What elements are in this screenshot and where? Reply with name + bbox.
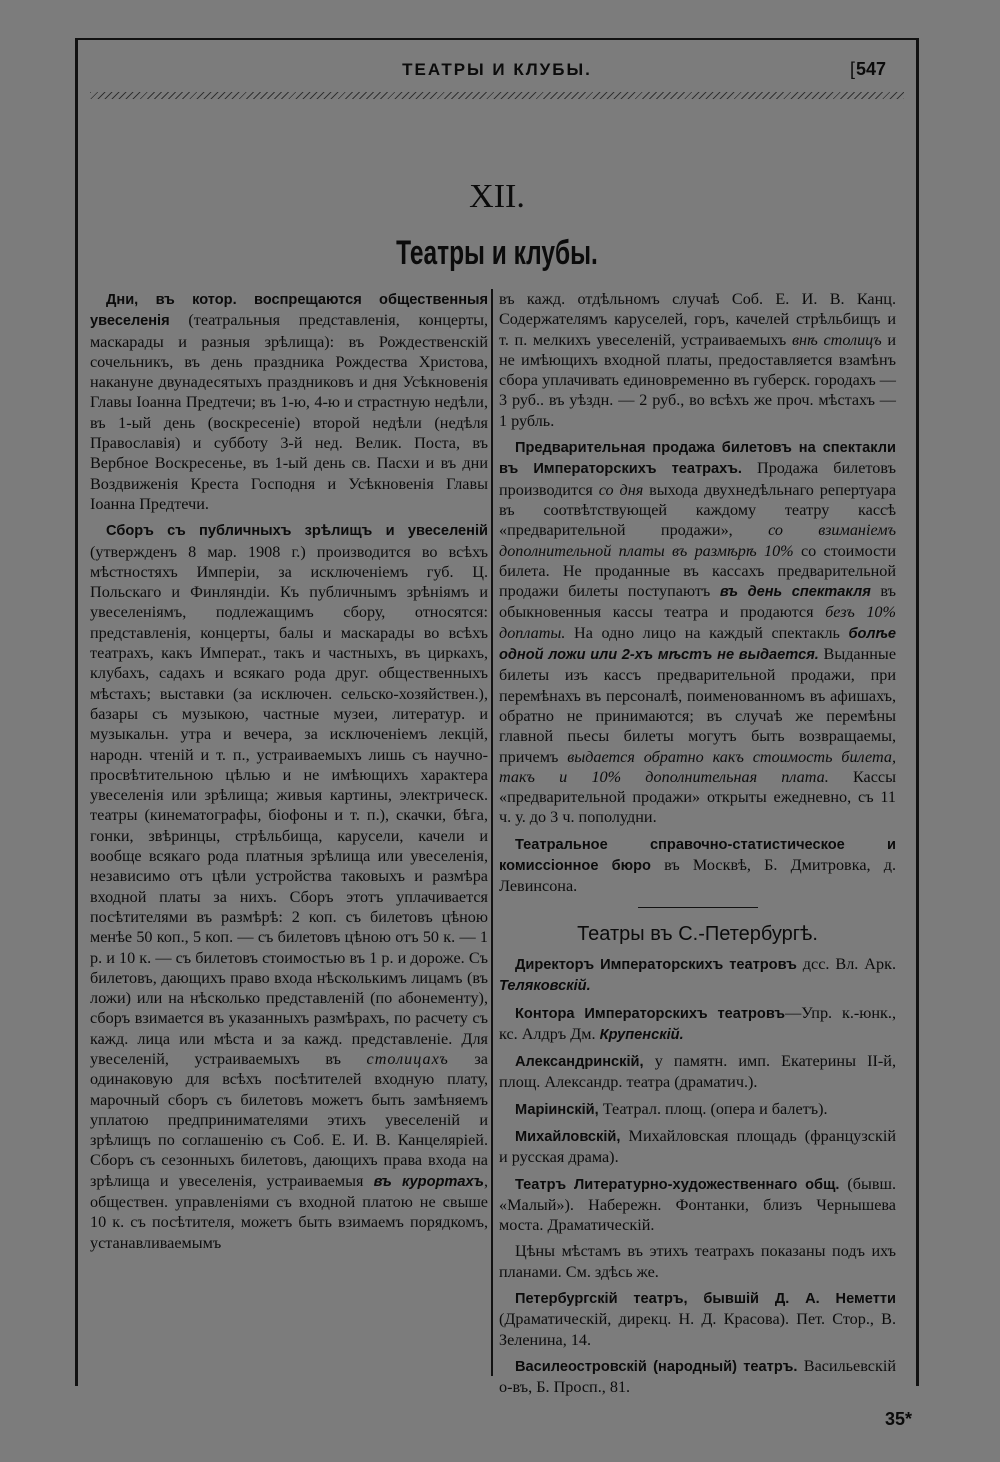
wavy-rule (90, 92, 904, 99)
paragraph-tax: Сборъ съ публичныхъ зрѣлищъ и увеселеній (утвержденъ 8 мар. 1908 г.) производится во всѣхъ мѣстностяхъ Имперіи, за исключеніемъ губ. Ц. Польскаго и Финляндіи. Къ публичнымъ зрѣніямъ и увеселеніямъ, подлежащимъ сбору, относятся: представленія, концерты, балы и маскарады во всѣхъ театрахъ, какъ Императ., такъ и частныхъ, въ циркахъ, клубахъ, садахъ и всякаго рода друг. общественныхъ мѣстахъ; выставки (за исключен. сельско-хозяйствен.), базары съ музыкою, частные музеи, литератур. и музыкальн. утра и вечера, за исключеніемъ лекцій, народн. чтеній и т. п., устраиваемыхъ лишь съ научно-просвѣтительною цѣлью и не имѣющихъ характера увеселенія или зрѣлища; живыя картины, электрическ. театры (кинематографы, біофоны и т. п.), скачки, бѣга, гонки, звѣринцы, стрѣльбища, карусели, качели и вообще всякаго рода платныя зрѣлища или увеселенія, независимо отъ цѣли устройства таковыхъ и размѣра входной платы за нихъ. Сборъ этотъ уплачивается посѣтителями въ размѣрѣ: 2 коп. съ билетовъ цѣною менѣе 50 коп., 5 коп. — съ билетовъ цѣною отъ 50 к. — 1 р. и 10 к. — съ билетовъ стоимостью въ 1 р. и дороже. Съ билетовъ, дающихъ право входа нѣсколькимъ лицамъ (въ ложи) или на нѣсколько представленій (по абонементу), сборъ взимается въ указанныхъ размѣрахъ, по расчету съ кажд. лица или мѣста и за кажд. представленіе. Для увеселеній, устраиваемыхъ въ столицахъ за одинаковую для всѣхъ посѣтителей входную плату, марочный сборъ съ билетовъ можетъ быть замѣняемъ уплатою предпринимателями этихъ увеселеній и зрѣлищъ по соглашенію съ Соб. Е. И. В. Канцеляріей. Сборъ съ сезонныхъ билетовъ, дающихъ права входа на зрѣлища и увеселенія, устраиваемыя въ курортахъ, обществен. управленіями съ входной платою не свыше 10 к. съ посѣтителя, можетъ быть взимаемъ порядкомъ, устанавливаемымъ (90, 523, 488, 1252)
running-title: ТЕАТРЫ И КЛУБЫ. (402, 60, 592, 79)
column-divider (491, 289, 493, 1376)
left-column (90, 289, 488, 1259)
paragraph-heading: Предварительная продажа билетовъ на спектакли въ Императорскихъ театрахъ. (499, 440, 896, 478)
paragraph-holidays: Дни, въ котор. воспрещаются общественныя увеселенія (театральныя представленія, концерты, маскарады и разныя зрѣлища): въ Рождественскій сочельникъ, въ день праздника Рождества Христова, накануне двунадесятыхъ праздниковъ и дня Усѣкновенія Главы Іоанна Предтечи; въ 1-ю, 4-ю и страстную недѣли, въ 1-ый день (воскресеніе) второй недѣли (недѣля Православія) и субботу 3-й нед. Велик. Поста, въ Вербное Воскресенье, въ 1-ый день св. Пасхи и въ дни Воздвиженія Креста Господня и Усѣкновенія Главы Іоанна Предтечи. (90, 292, 488, 513)
entry-alexandrinsky: Александринскій, у памятн. имп. Екатерины II-й, площ. Александр. театра (драматич.). (499, 1052, 896, 1092)
entry-prices: Цѣны мѣстамъ въ этихъ театрахъ показаны подъ ихъ планами. См. здѣсь же. (499, 1242, 896, 1281)
right-column (499, 289, 896, 1404)
paragraph-continuation: въ кажд. отдѣльномъ случаѣ Соб. Е. И. В. Канц. Содержателямъ каруселей, горъ, качелей стрѣльбищъ и т. п. мелкихъ увеселеній, устраиваемыхъ внѣ столицъ и не имѣющихъ входной платы, предоставляется взамѣнъ сбора уплачивать единовременно въ губерск. городахъ — 3 руб.. въ уѣздн. — 2 руб., во всѣхъ же проч. мѣстахъ — 1 рубль. (499, 290, 897, 430)
entry-director: Директоръ Императорскихъ театровъ дсс. Вл. Арк. Теляковскій. (499, 954, 896, 995)
entry-petersburg-theatre: Петербургскій театръ, бывшій Д. А. Неметти (Драматическій, дирекц. Н. Д. Красова). Пет. Стор., В. Зеленина, 14. (499, 1291, 896, 1349)
entry-literary-theatre: Театръ Литературно-художественнаго общ. (бывш. «Малый»). Набережн. Фонтанки, близъ Чернышева моста. Драматическій. (499, 1174, 896, 1235)
running-head (78, 60, 916, 86)
paragraph-heading: Театральное справочно-статистическое и комиссіонное бюро (499, 836, 896, 875)
entry-mariinsky: Маріинскій, Театрал. площ. (опера и балетъ). (515, 1099, 828, 1118)
paragraph-bureau: Театральное справочно-статистическое и комиссіонное бюро въ Москвѣ, Б. Дмитровка, д. Левинсона. (499, 836, 897, 896)
entry-office: Контора Императорскихъ театровъ—Упр. к.-юнк., кс. Алдръ Дм. Крупенскій. (499, 1003, 896, 1043)
paragraph-presale: Предварительная продажа билетовъ на спектакли въ Императорскихъ театрахъ. Продажа билетовъ производится со дня выхода двухнедѣльнаго репертуара въ соотвѣтствующей каждому театру кассѣ «предварительной продажи», со взиманіемъ дополнительной платы въ размѣрѣ 10% со стоимости билета. Не проданные въ кассахъ предварительной продажи билеты поступаютъ въ день спектакля въ обыкновенныя кассы театра и продаются безъ 10% доплаты. На одно лицо на каждый спектакль болѣе одной ложи или 2-хъ мѣстъ не выдается. Выданные билеты изъ кассъ предварительной продажи, при перемѣнахъ въ персоналѣ, поименованномъ въ афишахъ, обратно не принимаются; въ случаѣ же перемѣны главной пьесы билеты могутъ быть возвращаемы, причемъ выдается обратно какъ стоимость билета, такъ и 10% дополнительная плата. Кассы «предварительной продажи» открыты ежедневно, съ 11 ч. у. до 3 ч. пополудни. (499, 440, 896, 827)
page-number: [ 547 (850, 59, 886, 80)
entry-mikhailovsky: Михайловскій, Михайловская площадь (французскій и русская драма). (499, 1126, 896, 1167)
entry-vasileostrovsky: Василеостровскій (народный) театръ. Васильевскій о-въ, Б. Просп., 81. (499, 1356, 897, 1397)
section-subheading: Театры въ С.-Петербургѣ. (577, 922, 818, 945)
signature-mark: 35* (884, 1409, 912, 1429)
chapter-title: Театры и клубы. (396, 234, 598, 272)
paragraph-heading: Дни, въ котор. воспрещаются общественныя увеселенія (90, 292, 488, 330)
section-divider (638, 907, 758, 908)
paragraph-heading: Сборъ съ публичныхъ зрѣлищъ и увеселеній (106, 523, 488, 540)
page-frame (75, 38, 919, 1397)
chapter-number: XII. (469, 178, 525, 215)
